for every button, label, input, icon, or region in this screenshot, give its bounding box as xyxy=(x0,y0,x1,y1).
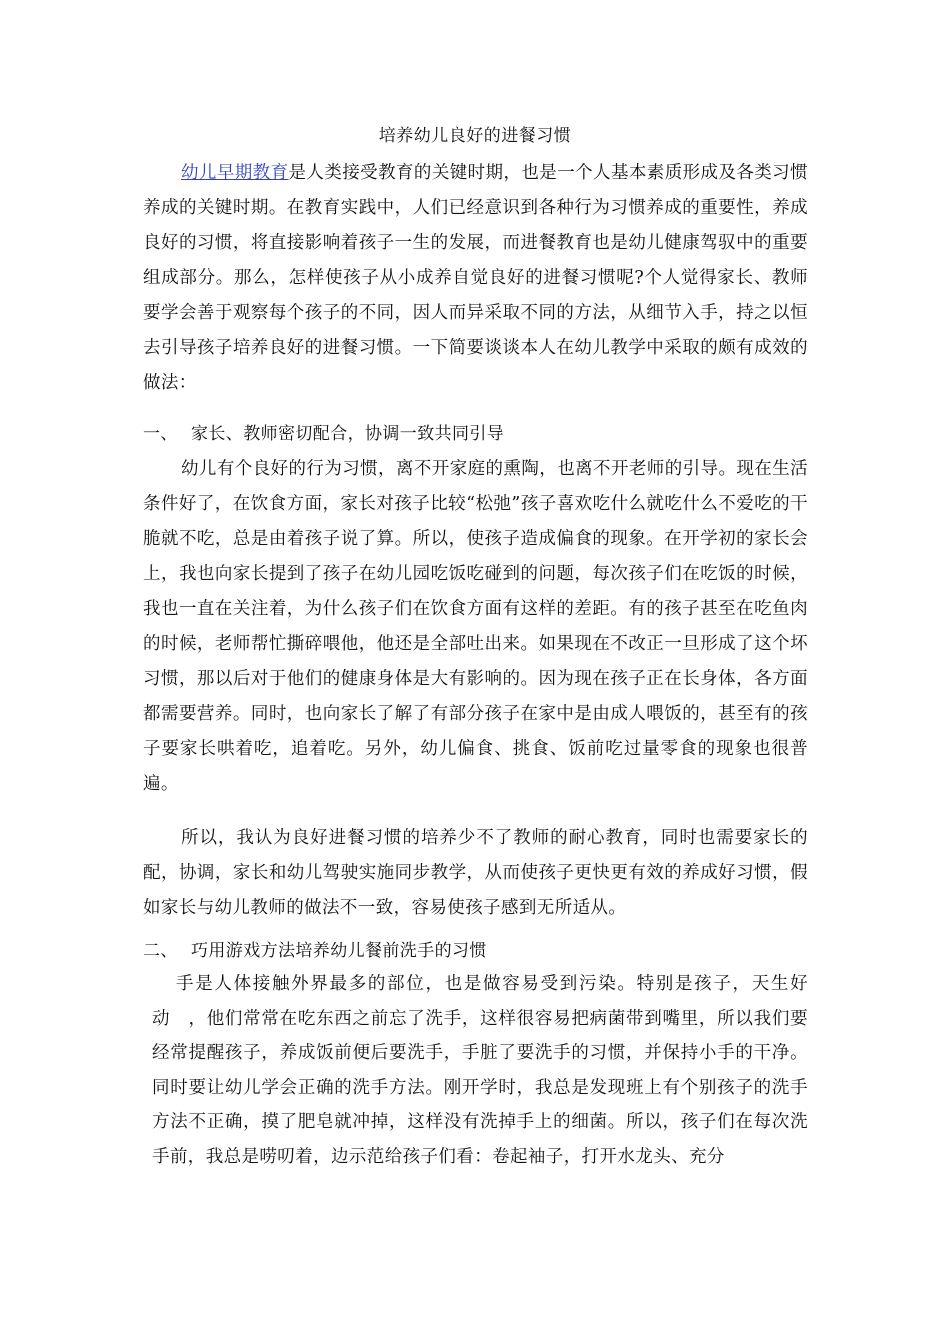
section-1-heading xyxy=(143,419,808,449)
section-2-heading-text: 巧用游戏方法培养幼儿餐前洗手的习惯 xyxy=(191,941,487,961)
section-2-paragraph-1: 手是人体接触外界最多的部位，也是做容易受到污染。特别是孩子，天生好动 ，他们常常在吃东西之前忘了洗手，这样很容易把病菌带到嘴里，所以我们要经常提醒孩子，养成饭前便后要洗手，手脏了要洗手的习惯，并保持小手的干净。同时要让幼儿学会正确的洗手方法。刚开学时，我总是发现班上有个别孩子的洗手方法不正确，摸了肥皂就冲掉，这样没有洗掉手上的细菌。所以，孩子们在每次洗手前，我总是唠叨着，边示范给孩子们看：卷起袖子，打开水龙头、充分 xyxy=(152,974,808,1167)
intro-paragraph xyxy=(143,156,808,401)
section-2-heading xyxy=(143,936,808,966)
section-1-number: 一、 xyxy=(143,424,178,444)
early-education-link[interactable]: 幼儿早期教育 xyxy=(181,163,289,183)
section-2-number: 二、 xyxy=(143,941,178,961)
section-1-heading-text: 家长、教师密切配合，协调一致共同引导 xyxy=(191,424,505,444)
section-1-paragraph-1: 幼儿有个良好的行为习惯，离不开家庭的熏陶，也离不开老师的引导。现在生活条件好了，在饮食方面，家长对孩子比较“松弛”孩子喜欢吃什么就吃什么不爱吃的干脆就不吃，总是由着孩子说了算。所以，使孩子造成偏食的现象。在开学初的家长会上，我也向家长提到了孩子在幼儿园吃饭吃碰到的问题，每次孩子们在吃饭的时候，我也一直在关注着，为什么孩子们在饮食方面有这样的差距。有的孩子甚至在吃鱼肉的时候，老师帮忙撕碎喂他，他还是全部吐出来。如果现在不改正一旦形成了这个坏习惯，那以后对于他们的健康身体是大有影响的。因为现在孩子正在长身体，各方面都需要营养。同时，也向家长了解了有部分孩子在家中是由成人喂饭的，甚至有的孩子要家长哄着吃，追着吃。另外，幼儿偏食、挑食、饭前吃过量零食的现象也很普遍。 xyxy=(143,459,808,794)
document-title: 培养幼儿良好的进餐习惯 xyxy=(378,126,572,146)
intro-text: 是人类接受教育的关键时期，也是一个人基本素质形成及各类习惯养成的关键时期。在教育实践中，人们已经意识到各种行为习惯养成的重要性，养成良好的习惯，将直接影响着孩子一生的发展，而进餐教育也是幼儿健康驾驭中的重要组成部分。那么，怎样使孩子从小成养自觉良好的进餐习惯呢?个人觉得家长、教师要学会善于观察每个孩子的不同，因人而异采取不同的方法，从细节入手，持之以恒去引导孩子培养良好的进餐习惯。一下简要谈谈本人在幼儿教学中采取的颇有成效的做法： xyxy=(143,163,808,393)
section-1-paragraph-2: 所以，我认为良好进餐习惯的培养少不了教师的耐心教育，同时也需要家长的配，协调，家长和幼儿驾驶实施同步教学，从而使孩子更快更有效的养成好习惯，假如家长与幼儿教师的做法不一致，容易使孩子感到无所适从。 xyxy=(143,828,808,918)
